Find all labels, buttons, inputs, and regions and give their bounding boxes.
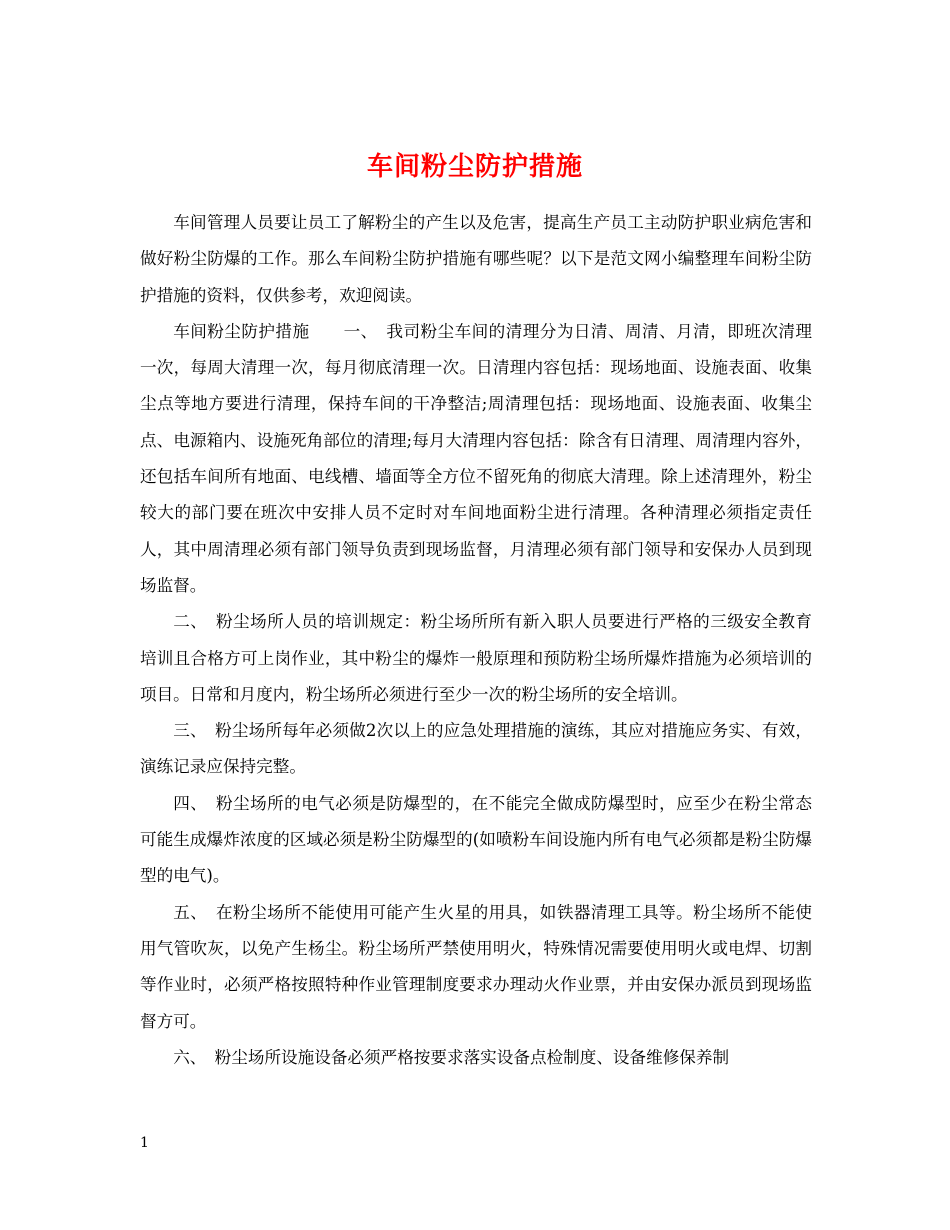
document-title: 车间粉尘防护措施	[366, 152, 583, 183]
paragraph-item-5: 五、 在粉尘场所不能使用可能产生火星的用具，如铁器清理工具等。粉尘场所不能使用气管吹灰，以免产生杨尘。粉尘场所严禁使用明火，特殊情况需要使用明火或电焊、切割等作业时，必须严格按照特种作业管理制度要求办理动火作业票，并由安保办派员到现场监督方可。	[140, 902, 812, 1031]
page-number: 1	[140, 1135, 149, 1151]
paragraph-intro: 车间管理人员要让员工了解粉尘的产生以及危害，提高生产员工主动防护职业病危害和做好粉尘防爆的工作。那么车间粉尘防护措施有哪些呢？以下是范文网小编整理车间粉尘防护措施的资料，仅供参考，欢迎阅读。	[140, 213, 812, 305]
document-body	[140, 205, 812, 1076]
paragraph-item-3: 三、 粉尘场所每年必须做2次以上的应急处理措施的演练，其应对措施应务实、有效，演练记录应保持完整。	[140, 721, 812, 777]
paragraph-item-4: 四、 粉尘场所的电气必须是防爆型的，在不能完全做成防爆型时，应至少在粉尘常态可能生成爆炸浓度的区域必须是粉尘防爆型的(如喷粉车间设施内所有电气必须都是粉尘防爆型的电气)。	[140, 793, 812, 886]
paragraph-item-6: 六、 粉尘场所设施设备必须严格按要求落实设备点检制度、设备维修保养制	[173, 1047, 730, 1067]
paragraph-item-1: 车间粉尘防护措施 一、 我司粉尘车间的清理分为日清、周清、月清，即班次清理一次，每周大清理一次，每月彻底清理一次。日清理内容包括：现场地面、设施表面、收集尘点等地方要进行清理，保持车间的干净整洁;周清理包括：现场地面、设施表面、收集尘点、电源箱内、设施死角部位的清理;每月大清理内容包括：除含有日清理、周清理内容外，还包括车间所有地面、电线槽、墙面等全方位不留死角的彻底大清理。除上述清理外，粉尘较大的部门要在班次中安排人员不定时对车间地面粉尘进行清理。各种清理必须指定责任人，其中周清理必须有部门领导负责到现场监督，月清理必须有部门领导和安保办人员到现场监督。	[140, 321, 812, 595]
paragraph-item-2: 二、 粉尘场所人员的培训规定：粉尘场所所有新入职人员要进行严格的三级安全教育培训且合格方可上岗作业，其中粉尘的爆炸一般原理和预防粉尘场所爆炸措施为必须培训的项目。日常和月度内，粉尘场所必须进行至少一次的粉尘场所的安全培训。	[140, 612, 812, 704]
